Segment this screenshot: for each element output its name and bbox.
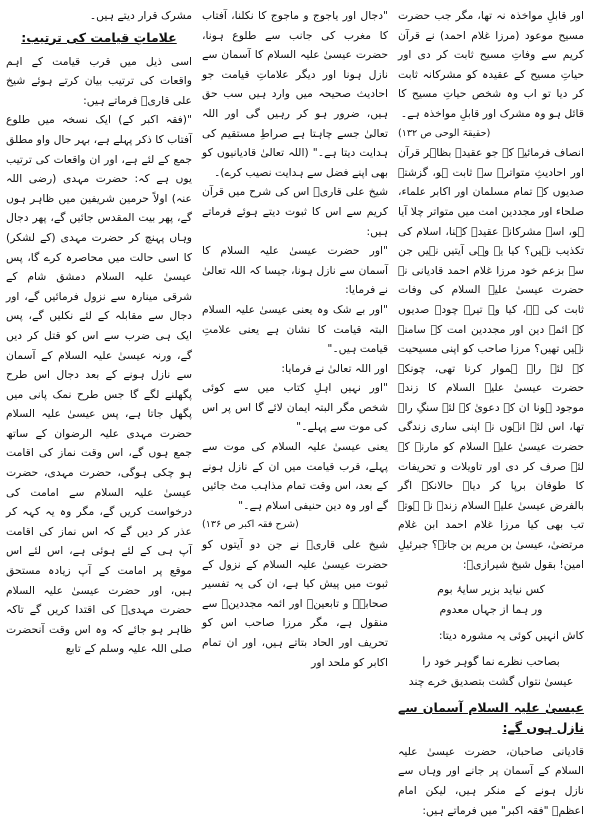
paragraph: اور قابلِ مواخذہ نہ تھا، مگر جب حضرت مسیح موعود (مرزا غلام احمد) نے قرآن کریم سے وفاتِ مسیح ثابت کر دی اور حیاتِ مسیح کے عقیدہ کو مشرکانہ ثابت کر دیا تو اب وہ شخص حیاتِ مسیح کا قائل ہو وہ مشرک اور قابلِ مواخذہ ہے۔: [398, 9, 584, 120]
reference: (شرح فقہ اکبر ص ۱۳۶): [202, 519, 299, 531]
section-heading: عیسیٰ علیہ السلام آسمان سے نازل ہوں گے:: [398, 699, 584, 735]
quote: "اور نہیں اہلِ کتاب میں سے کوئی شخص مگر البتہ ایمان لائے گا اس پر اس کی موت سے پہلے۔": [202, 381, 388, 434]
column-middle: [202, 6, 388, 793]
reference: (حقیقۃ الوحی ص ۱۳۲): [398, 127, 491, 139]
column-left: [6, 6, 192, 793]
column-right: [398, 6, 584, 817]
quote: "(فقہ اکبر کے) ایک نسخہ میں طلوع آفتاب کا ذکر پہلے ہے، بہر حال واو مطلق جمع کے لئے ہے، اور ان واقعات کی ترتیب یوں ہے کہ: حضرت مہدی (رضی اللہ عنہ) اولاً حرمین شریفین میں ظاہر ہوں گے، پھر بیت المقدس جائیں گے، پھر دجال وہاں پہنچ کر حضرت مہدی (کے لشکر) کا اسی حالت میں محاصرہ کرے گا، پس عیسیٰ علیہ السلام دمشق شام کے شرقی مینارہ سے نزول فرمائیں گے، اور دجال سے مقابلہ کے لئے نکلیں گے، پس ایک ہی ضرب سے اس کو قتل کر دیں گے، ورنہ عیسیٰ علیہ السلام کے آسمان سے نازل ہونے کے بعد دجال اس طرح پگھلنے لگے گا جس طرح نمک پانی میں پگھل جاتا ہے، پس عیسیٰ علیہ السلام حضرت مہدی علیہ الرضوان کے ساتھ جمع ہوں گے، اس وقت نماز کی اقامت ہو چکی ہوگی، حضرت مہدی، حضرت عیسیٰ علیہ السلام سے امامت کی درخواست کریں گے، مگر وہ یہ کہہ کر عذر کر دیں گے کہ اس نماز کی اقامت آپ ہی کے لئے ہوئی ہے، اس لئے اس موقع پر امامت کے آپ زیادہ مستحق ہیں، اور حضرت عیسیٰ علیہ السلام حضرت مہدیؓ کی اقتدا کریں گے تاکہ ظاہر ہو جائے کہ وہ اس وقت آنحضرت صلی اللہ علیہ وسلم کے تابع: [6, 113, 192, 656]
couplet-line: عیسیٰ نتواں گشت بتصدیق خرے چند: [408, 674, 574, 688]
paragraph: اسی ذیل میں قرب قیامت کے اہم واقعات کی ترتیب بیان کرتے ہوئے شیخ علی قاریؒ فرماتے ہیں:: [6, 54, 192, 107]
paragraph: مشرک قرار دیتے ہیں۔: [89, 9, 192, 22]
paragraph: انصاف فرمائیے کہ جو عقیدہ بظاہر قرآن اور احادیثِ متواترہ سے ثابت ہو، گزشتہ صدیوں کے تمام مسلمان اور اکابر علماء، صلحاء اور مجددین امت میں متواتر چلا آیا ہو، اسے مشرکانہ عقیدہ کہنا، اسلام کی تکذیب نہیں؟ کیا یہ وہی آیتیں نہیں جن سے بزعم خود مرزا غلام احمد قادیانی نے حضرت عیسیٰ علیہ السلام کی وفات ثابت کی ہے، کیا وہ تیرہ چودہ صدیوں کے ائمہ دین اور مجددین امت کے سامنے نہیں تھیں؟ مرزا صاحب کو اپنی مسیحیت کے لئے راہ ہموار کرنا تھی، چونکہ حضرت عیسیٰ علیہ السلام کا زندہ موجود ہونا ان کے دعویٰ کے لئے سنگِ راہ تھا، اس لئے انہوں نے اپنی ساری زندگی حضرت عیسیٰ علیہ السلام کو مارنے کے لئے صرف کر دی اور تاویلات و تحریفات کا طوفان برپا کر دیا۔ حالانکہ اگر بالفرض عیسیٰ علیہ السلام زندہ نہ ہوتے تب بھی کیا مرزا غلام احمد ابن غلام مرتضیٰ، عیسیٰ بن مریم بن جاتے؟ جبرئیلِ امین! بقول شیخ شیرازیؒ:: [398, 146, 584, 571]
couplet-line: کس نیاید بزیر سایۂ بوم: [437, 583, 545, 597]
paragraph: شیخ علی قاریؒ نے جن دو آیتوں کو حضرت عیسیٰ علیہ السلام کے نزول کے ثبوت میں پیش کیا ہے، ان کی یہ تفسیر صحابہؓ و تابعینؒ اور ائمہ مجددینؒ سے منقول ہے، مگر مرزا صاحب اس کو تحریف اور الحاد بتاتے ہیں، اور ان تمام اکابر کو ملحد اور: [202, 538, 388, 669]
quote: "دجال اور یاجوج و ماجوج کا نکلنا، آفتاب کا مغرب کی جانب سے طلوع ہونا، حضرت عیسیٰ علیہ السلام کا آسمان سے نازل ہونا اور دیگر علاماتِ قیامت جو احادیث صحیحہ میں وارد ہیں سب حق ہیں، ضرور ہو کر رہیں گی اور اللہ تعالیٰ جسے چاہتا ہے صراطِ مستقیم کی ہدایت دیتا ہے۔" (اللہ تعالیٰ قادیانیوں کو بھی اپنے فضل سے ہدایت نصیب کرے)۔: [202, 9, 388, 179]
paragraph: اور اللہ تعالیٰ نے فرمایا:: [281, 361, 388, 375]
couplet-line: بصاحب نظرے نما گوہر خود را: [422, 654, 560, 668]
paragraph: کاش انہیں کوئی یہ مشورہ دیتا:: [438, 629, 584, 643]
section-heading: علاماتِ قیامت کی ترتیب:: [21, 29, 177, 45]
persian-couplet: [398, 580, 584, 620]
quote: "اور بے شک وہ یعنی عیسیٰ علیہ السلام البتہ قیامت کا نشان ہے یعنی علامتِ قیامت ہیں۔": [202, 302, 388, 356]
quote: "اور حضرت عیسیٰ علیہ السلام کا آسمان سے نازل ہونا، جیسا کہ اللہ تعالیٰ نے فرمایا:: [202, 244, 388, 297]
persian-couplet: [398, 652, 584, 692]
couplet-line: ور ہما از جہاں معدوم: [439, 603, 543, 617]
paragraph: شیخ علی قاریؒ اس کی شرح میں قرآن کریم سے اس کا ثبوت دیتے ہوئے فرماتے ہیں:: [202, 185, 388, 238]
text-columns: [6, 6, 584, 817]
paragraph: قادیانی صاحبان، حضرت عیسیٰ علیہ السلام کے آسمان پر جانے اور وہاں سے نازل ہونے کے منکر ہیں، لیکن امام اعظمؒ "فقہ اکبر" میں فرماتے ہیں:: [398, 744, 584, 817]
paragraph: یعنی عیسیٰ علیہ السلام کی موت سے پہلے، قرب قیامت میں ان کے نازل ہونے کے بعد، اس وقت تمام مذاہب مٹ جائیں گے اور وہ دین حنیفی اسلام ہے۔": [202, 440, 388, 512]
